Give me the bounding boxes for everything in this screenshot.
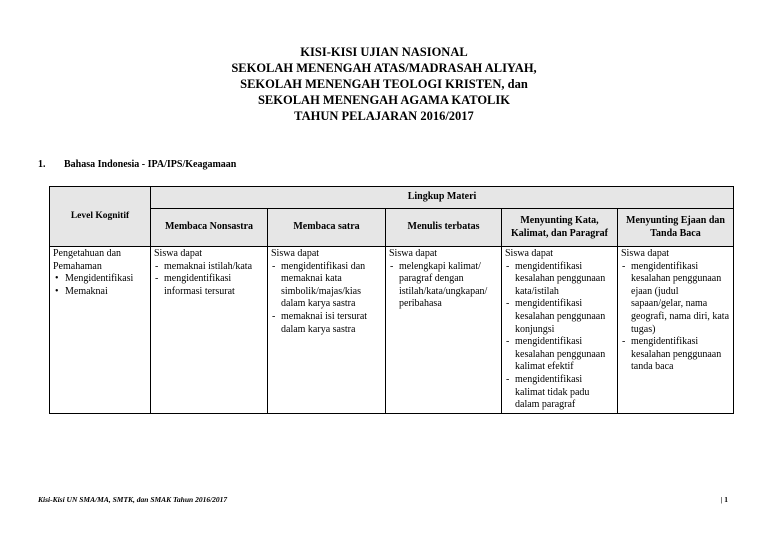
cell-intro: Siswa dapat xyxy=(154,248,203,259)
title-line-2: SEKOLAH MENENGAH ATAS/MADRASAH ALIYAH, xyxy=(231,61,537,75)
document-title xyxy=(0,44,768,124)
table-row xyxy=(50,247,734,414)
page-footer xyxy=(38,495,728,504)
list-item: - mengidentifikasi kesalahan penggunaan konjungsi xyxy=(505,298,614,336)
list-item: - mengidentifikasi dan memaknai kata simbolik/majas/kias dalam karya sastra xyxy=(271,261,382,311)
page-number: | 1 xyxy=(720,495,728,504)
column-header-menyunting-kata: Menyunting Kata, Kalimat, dan Paragraf xyxy=(502,209,618,247)
cell-intro: Siswa dapat xyxy=(389,248,438,259)
list-item: - mengidentifikasi kesalahan penggunaan kalimat efektif xyxy=(505,336,614,374)
section-number: 1. xyxy=(38,159,46,170)
list-item: - memaknai istilah/kata xyxy=(154,261,264,274)
lingkup-materi-header: Lingkup Materi xyxy=(151,187,734,209)
cell-list xyxy=(505,261,614,412)
level-title: Pengetahuan dan Pemahaman xyxy=(53,248,122,272)
section-heading xyxy=(38,159,236,170)
cell-intro: Siswa dapat xyxy=(505,248,554,259)
title-line-3: SEKOLAH MENENGAH TEOLOGI KRISTEN, dan xyxy=(240,77,528,91)
column-header-membaca-satra: Membaca satra xyxy=(268,209,386,247)
cell-list xyxy=(389,261,498,311)
cell-menyunting-kata xyxy=(502,247,618,414)
list-item: - mengidentifikasi kesalahan penggunaan ejaan (judul sapaan/gelar, nama geografi, nama diri, kata tugas) xyxy=(621,261,730,337)
cell-membaca-satra xyxy=(268,247,386,414)
list-item: - mengidentifikasi kesalahan penggunaan kata/istilah xyxy=(505,261,614,299)
cell-intro: Siswa dapat xyxy=(621,248,670,259)
title-line-4: SEKOLAH MENENGAH AGAMA KATOLIK xyxy=(257,93,510,107)
title-line-1: KISI-KISI UJIAN NASIONAL xyxy=(300,45,468,59)
column-header-menyunting-ejaan: Menyunting Ejaan dan Tanda Baca xyxy=(618,209,734,247)
cell-menyunting-ejaan xyxy=(618,247,734,414)
level-item: • Memaknai xyxy=(53,286,147,299)
cell-menulis-terbatas xyxy=(386,247,502,414)
list-item: - mengidentifikasi informasi tersurat xyxy=(154,273,264,298)
level-cell xyxy=(50,247,151,414)
section-title: Bahasa Indonesia - IPA/IPS/Keagamaan xyxy=(64,159,237,170)
list-item: - melengkapi kalimat/ paragraf dengan istilah/kata/ungkapan/ peribahasa xyxy=(389,261,498,311)
title-line-5: TAHUN PELAJARAN 2016/2017 xyxy=(294,109,474,123)
level-kognitif-header: Level Kognitif xyxy=(50,187,151,247)
kisi-kisi-table xyxy=(49,186,734,414)
level-item: • Mengidentifikasi xyxy=(53,273,147,286)
cell-intro: Siswa dapat xyxy=(271,248,320,259)
footer-text: Kisi-Kisi UN SMA/MA, SMTK, dan SMAK Tahun 2016/2017 xyxy=(38,495,228,504)
list-item: - mengidentifikasi kesalahan penggunaan tanda baca xyxy=(621,336,730,374)
column-header-membaca-nonsastra: Membaca Nonsastra xyxy=(151,209,268,247)
level-list xyxy=(53,273,147,298)
list-item: - mengidentifikasi kalimat tidak padu dalam paragraf xyxy=(505,374,614,412)
cell-list xyxy=(154,261,264,299)
cell-list xyxy=(621,261,730,374)
cell-membaca-nonsastra xyxy=(151,247,268,414)
list-item: - memaknai isi tersurat dalam karya sastra xyxy=(271,311,382,336)
column-header-menulis-terbatas: Menulis terbatas xyxy=(386,209,502,247)
cell-list xyxy=(271,261,382,337)
